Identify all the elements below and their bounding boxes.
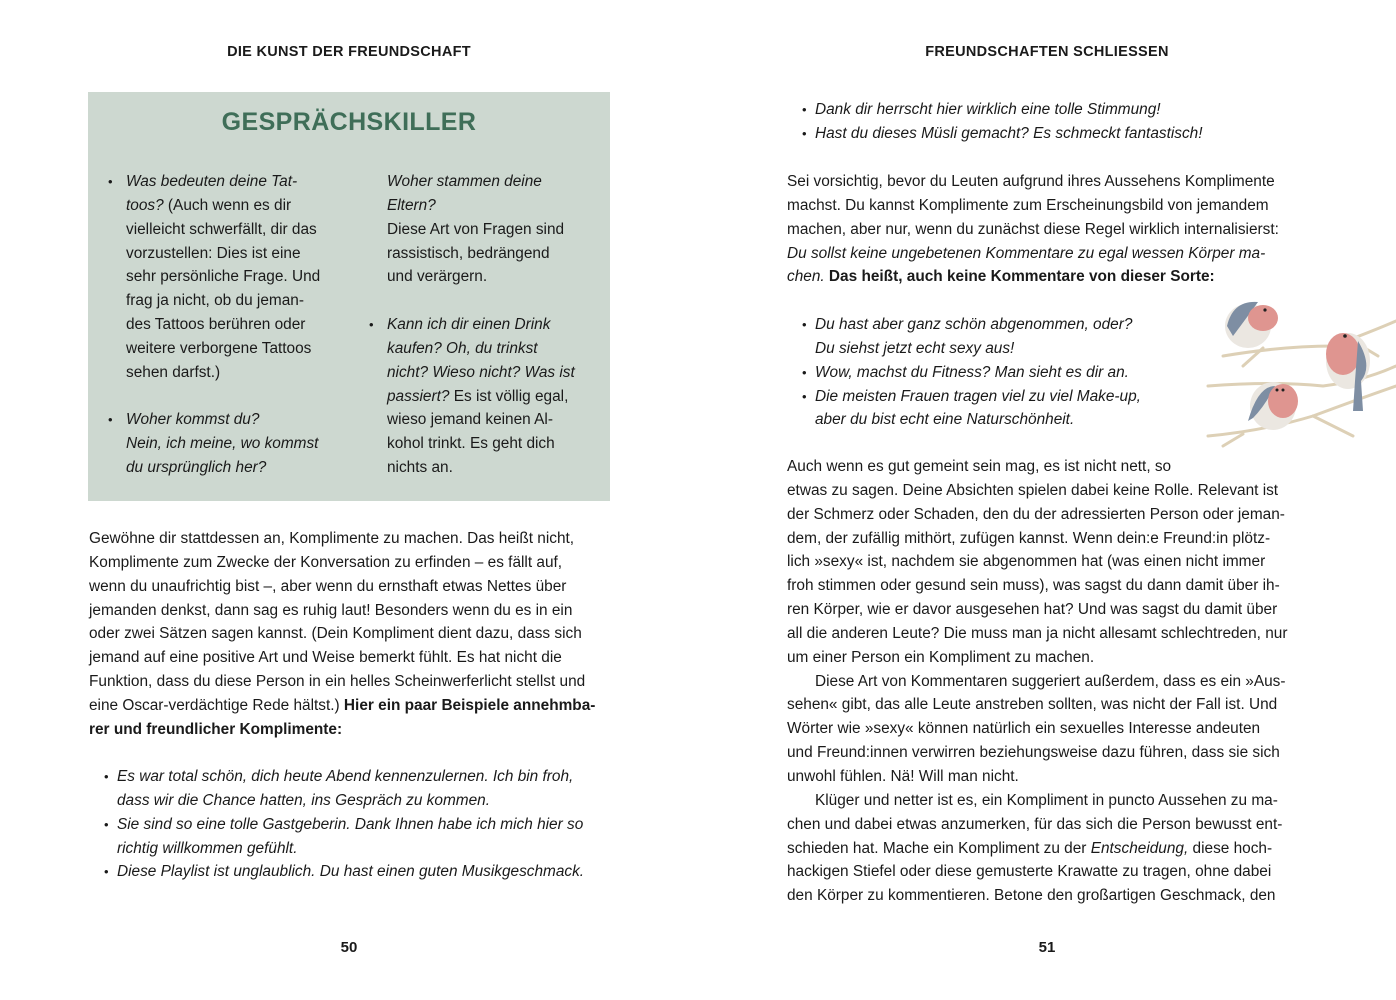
- compliment-list: [815, 98, 1203, 146]
- text-run: all die anderen Leute? Die muss man ja nicht allesamt schlechtreden, nur: [787, 624, 1288, 642]
- text-run: und verärgern.: [387, 268, 488, 286]
- text-line: [787, 550, 1287, 574]
- text-line: [815, 122, 1203, 146]
- text-line: [787, 741, 1287, 765]
- bad-comments-list: [815, 313, 1141, 432]
- italic-text: Die meisten Frauen tragen viel zu viel Make-up,: [815, 387, 1141, 405]
- text-run: Diese Art von Fragen sind: [387, 220, 565, 238]
- italic-text: Diese Playlist ist unglaublich. Du hast einen guten Musikgeschmack.: [117, 863, 585, 881]
- text-line: [787, 622, 1287, 646]
- text-line: [126, 194, 320, 218]
- examples-list: [117, 765, 584, 884]
- list-item: [117, 765, 584, 813]
- text-line: [89, 527, 595, 551]
- bold-text: rer und freundlicher Komplimente:: [89, 720, 343, 738]
- text-line: [89, 718, 595, 742]
- text-line: [126, 218, 320, 242]
- box-column-1: [126, 170, 320, 480]
- body-text: [787, 455, 1287, 908]
- text-line: [787, 789, 1287, 813]
- text-line: [387, 242, 575, 266]
- text-line: [126, 170, 320, 194]
- list-item: [117, 860, 584, 884]
- italic-text: du ursprünglich her?: [126, 459, 267, 477]
- text-run: eine Oscar-verdächtige Rede hältst.): [89, 696, 340, 714]
- text-line: [787, 455, 1287, 479]
- text-line: [787, 503, 1287, 527]
- text-line: [787, 717, 1287, 741]
- text-line: [787, 574, 1287, 598]
- list-item: [117, 813, 584, 861]
- box-column-2: [387, 170, 575, 480]
- italic-text: Sie sind so eine tolle Gastgeberin. Dank Ihnen habe ich mich hier so: [117, 815, 584, 833]
- running-head: DIE KUNST DER FREUNDSCHAFT: [227, 44, 471, 60]
- italic-text: Woher stammen deine: [387, 173, 542, 190]
- italic-text: Nein, ich meine, wo kommst: [126, 435, 319, 453]
- list-item: [815, 361, 1141, 385]
- italic-text: Kann ich dir einen Drink: [387, 316, 551, 334]
- text-line: [787, 646, 1287, 670]
- page-number: 51: [1038, 939, 1056, 956]
- text-line: [126, 265, 320, 289]
- text-line: [126, 456, 320, 480]
- text-run: wenn du unaufrichtig bist –, aber wenn du ernsthaft etwas Nettes über: [89, 577, 567, 595]
- text-line: [815, 313, 1141, 337]
- italic-text: Hast du dieses Müsli gemacht? Es schmeckt fantastisch!: [815, 124, 1203, 142]
- text-line: [387, 194, 575, 218]
- text-run: chen und dabei etwas anzumerken, für das sich die Person bewusst ent-: [787, 815, 1283, 833]
- text-run: der Schmerz oder Schaden, den du der adressierten Person oder jeman-: [787, 505, 1285, 523]
- text-line: [815, 337, 1141, 361]
- text-run: Komplimente zum Zwecke der Konversation zu erfinden – es fällt auf,: [89, 553, 563, 571]
- italic-text: Dank dir herrscht hier wirklich eine tolle Stimmung!: [815, 101, 1161, 118]
- italic-text: chen.: [787, 268, 825, 286]
- text-line: [787, 860, 1287, 884]
- italic-text: Entscheidung,: [1090, 839, 1189, 857]
- text-line: [89, 599, 595, 623]
- text-run: wieso jemand keinen Al-: [387, 411, 553, 429]
- list-item: [126, 408, 320, 480]
- paragraph: [787, 170, 1279, 289]
- text-line: [815, 98, 1203, 122]
- text-run: hackigen Stiefel oder diese gemusterte Krawatte zu tragen, ohne dabei: [787, 863, 1272, 881]
- text-run: sehen darfst.): [126, 363, 221, 381]
- text-line: [89, 646, 595, 670]
- text-line: [89, 551, 595, 575]
- text-run: vielleicht schwerfällt, dir das: [126, 220, 317, 238]
- text-run: machst. Du kannst Komplimente zum Erscheinungsbild von jemandem: [787, 196, 1269, 214]
- text-line: [387, 218, 575, 242]
- text-run: Es ist völlig egal,: [449, 387, 569, 405]
- paragraph: [387, 170, 575, 289]
- text-run: machen, aber nur, wenn du zunächst diese Regel wirklich internalisierst:: [787, 220, 1279, 238]
- text-run: frag ja nicht, ob du jeman-: [126, 292, 304, 310]
- text-run: ren Körper, wie er davor ausgesehen hat? Und was sagst du damit über: [787, 601, 1278, 619]
- text-line: [787, 479, 1287, 503]
- list-item: [815, 122, 1203, 146]
- italic-text: passiert?: [387, 387, 450, 405]
- text-run: Funktion, dass du diese Person in ein helles Scheinwerferlicht stellst und: [89, 673, 586, 691]
- text-line: [787, 527, 1287, 551]
- list-item: [387, 313, 575, 480]
- rule-paragraph: [787, 170, 1279, 289]
- text-run: oder zwei Sätzen sagen kannst. (Dein Kompliment dient dazu, dass sich: [89, 625, 582, 643]
- text-run: Auch wenn es gut gemeint sein mag, es ist nicht nett, so: [787, 458, 1172, 475]
- text-run: diese hoch-: [1188, 839, 1273, 857]
- italic-text: toos?: [126, 196, 164, 214]
- text-run: des Tattoos berühren oder: [126, 316, 306, 334]
- text-line: [117, 765, 584, 789]
- text-line: [117, 860, 584, 884]
- text-run: weitere verborgene Tattoos: [126, 339, 312, 357]
- page-number: 50: [340, 939, 358, 956]
- italic-text: dass wir die Chance hatten, ins Gespräch zu kommen.: [117, 791, 490, 809]
- italic-text: Woher kommst du?: [126, 411, 260, 429]
- robins-illustration: [1203, 286, 1396, 448]
- bold-text: Hier ein paar Beispiele annehmba-: [339, 696, 596, 714]
- text-run: jemand auf eine positive Art und Weise bemerkt fühlt. Es hat nicht die: [89, 649, 562, 667]
- list-item: [126, 170, 320, 385]
- text-run: etwas zu sagen. Deine Absichten spielen dabei keine Rolle. Relevant ist: [787, 481, 1279, 499]
- box-title: GESPRÄCHSKILLER: [221, 108, 477, 136]
- italic-text: richtig willkommen gefühlt.: [117, 839, 298, 857]
- text-run: (Auch wenn es dir: [163, 196, 292, 214]
- text-run: um einer Person ein Kompliment zu machen.: [787, 648, 1095, 666]
- text-line: [787, 765, 1287, 789]
- text-line: [387, 432, 575, 456]
- text-run: sehr persönliche Frage. Und: [126, 268, 321, 286]
- list-item: [815, 313, 1141, 361]
- list-item: [815, 385, 1141, 433]
- text-line: [387, 456, 575, 480]
- text-run: unwohl fühlen. Nä! Will man nicht.: [787, 767, 1019, 785]
- text-run: rassistisch, bedrängend: [387, 244, 550, 262]
- text-run: Wörter wie »sexy« können natürlich ein sexuelles Interesse andeuten: [787, 720, 1261, 738]
- text-run: dem, der zufällig mithört, zufügen kannst. Wenn dein:e Freund:in plötz-: [787, 529, 1271, 547]
- text-run: froh stimmen oder gesund sein muss), was sagst du dann damit über ih-: [787, 577, 1280, 595]
- text-line: [387, 313, 575, 337]
- italic-text: Du sollst keine ungebetenen Kommentare zu egal wessen Körper ma-: [787, 244, 1266, 262]
- text-line: [787, 598, 1287, 622]
- text-line: [89, 694, 595, 718]
- text-line: [787, 242, 1279, 266]
- text-run: jemanden denkst, dann sag es ruhig laut! Besonders wenn du es in ein: [89, 601, 573, 619]
- bold-text: Das heißt, auch keine Kommentare von dieser Sorte:: [824, 268, 1215, 286]
- text-line: [387, 170, 575, 194]
- text-line: [787, 194, 1279, 218]
- italic-text: nicht? Wieso nicht? Was ist: [387, 363, 575, 381]
- text-line: [787, 813, 1287, 837]
- text-line: [815, 408, 1141, 432]
- paragraph: [89, 527, 595, 742]
- text-line: [787, 837, 1287, 861]
- text-line: [89, 670, 595, 694]
- text-run: Diese Art von Kommentaren suggeriert außerdem, dass es ein »Aus-: [815, 672, 1286, 690]
- text-line: [126, 337, 320, 361]
- text-line: [126, 313, 320, 337]
- body-paragraph: [89, 527, 595, 742]
- text-line: [787, 670, 1287, 694]
- text-line: [787, 218, 1279, 242]
- text-line: [387, 337, 575, 361]
- italic-text: aber du bist echt eine Naturschönheit.: [815, 411, 1075, 429]
- paragraph: [787, 789, 1287, 908]
- text-line: [126, 289, 320, 313]
- text-line: [117, 837, 584, 861]
- paragraph: [787, 455, 1287, 670]
- text-line: [89, 575, 595, 599]
- robin-2: [1326, 333, 1370, 411]
- text-line: [89, 622, 595, 646]
- text-line: [387, 408, 575, 432]
- text-line: [387, 265, 575, 289]
- text-line: [787, 884, 1287, 908]
- text-run: den Körper zu kommentieren. Betone den großartigen Geschmack, den: [787, 887, 1276, 905]
- text-line: [815, 361, 1141, 385]
- text-run: Klüger und netter ist es, ein Kompliment in puncto Aussehen zu ma-: [815, 791, 1278, 809]
- running-head: FREUNDSCHAFTEN SCHLIESSEN: [925, 44, 1169, 60]
- italic-text: Wow, machst du Fitness? Man sieht es dir an.: [815, 363, 1129, 381]
- italic-text: Du siehst jetzt echt sexy aus!: [815, 339, 1015, 357]
- text-line: [126, 242, 320, 266]
- text-run: Sei vorsichtig, bevor du Leuten aufgrund ihres Aussehens Komplimente: [787, 173, 1275, 190]
- text-run: kohol trinkt. Es geht dich: [387, 435, 555, 453]
- text-run: nichts an.: [387, 459, 453, 477]
- text-line: [126, 361, 320, 385]
- italic-text: Was bedeuten deine Tat-: [126, 173, 298, 190]
- text-line: [787, 170, 1279, 194]
- list-item: [815, 98, 1203, 122]
- text-run: lich »sexy« ist, nachdem sie abgenommen hat (was einen nicht immer: [787, 553, 1266, 571]
- text-line: [117, 789, 584, 813]
- italic-text: kaufen? Oh, du trinkst: [387, 339, 538, 357]
- paragraph: [787, 670, 1287, 789]
- text-line: [126, 432, 320, 456]
- text-line: [387, 385, 575, 409]
- text-line: [387, 361, 575, 385]
- text-run: schieden hat. Mache ein Kompliment zu der: [787, 839, 1091, 857]
- text-line: [126, 408, 320, 432]
- text-run: sehen« gibt, das alle Leute anstreben sollten, was nicht der Fall ist. Und: [787, 696, 1278, 714]
- text-run: Gewöhne dir stattdessen an, Komplimente zu machen. Das heißt nicht,: [89, 530, 575, 547]
- text-line: [815, 385, 1141, 409]
- text-run: und Freund:innen verwirren beziehungsweise dazu führen, dass sie sich: [787, 744, 1280, 762]
- italic-text: Es war total schön, dich heute Abend kennenzulernen. Ich bin froh,: [117, 768, 574, 785]
- italic-text: Eltern?: [387, 196, 436, 214]
- robin-1: [1225, 302, 1278, 348]
- text-run: vorzustellen: Dies ist eine: [126, 244, 301, 262]
- text-line: [787, 693, 1287, 717]
- text-line: [117, 813, 584, 837]
- italic-text: Du hast aber ganz schön abgenommen, oder?: [815, 316, 1133, 333]
